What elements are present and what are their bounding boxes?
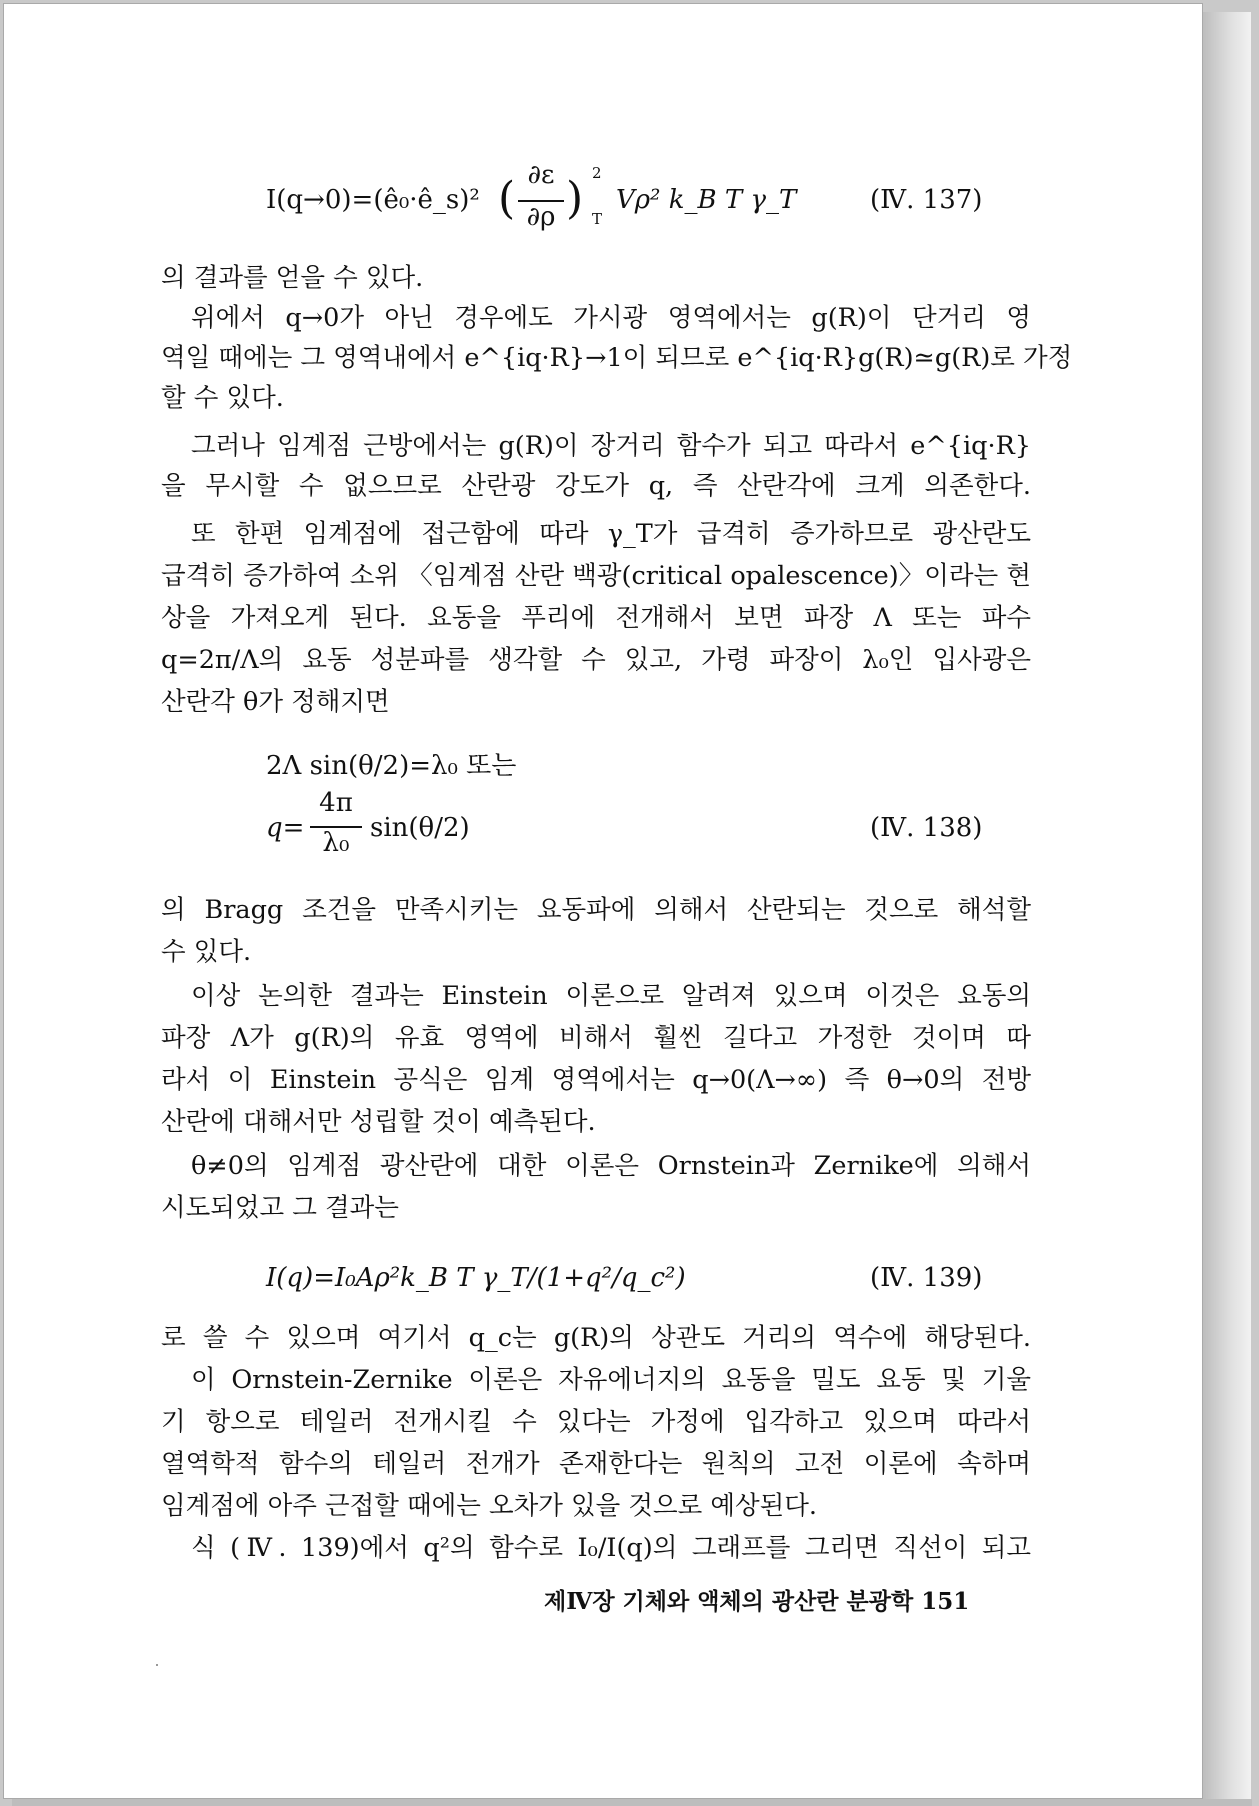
page-shadow-bottom xyxy=(12,1799,1252,1806)
text-line-2: 위에서 q→0가 아닌 경우에도 가시광 영역에서는 g(R)이 단거리 영 xyxy=(191,303,1031,333)
text-line-25: 식 (Ⅳ. 139)에서 q²의 함수로 I₀/I(q)의 그래프를 그리면 직선이 되고 xyxy=(191,1533,1031,1563)
eq138-number: (Ⅳ. 138) xyxy=(870,813,983,843)
text-line-7: 또 한편 임계점에 접근함에 따라 γ_T가 급격히 증가하므로 광산란도 xyxy=(191,519,1031,549)
text-line-10: q=2π/Λ의 요동 성분파를 생각할 수 있고, 가령 파장이 λ₀인 입사광은 xyxy=(161,645,1031,675)
eq138b-frac-num: 4π xyxy=(319,788,353,818)
eq137-frac-den: ∂ρ xyxy=(526,202,556,232)
eq137-paren-left: ( xyxy=(498,173,516,224)
eq137-number: (Ⅳ. 137) xyxy=(870,185,983,215)
text-line-11: 산란각 θ가 정해지면 xyxy=(161,687,390,717)
text-line-5: 그러나 임계점 근방에서는 g(R)이 장거리 함수가 되고 따라서 e^{iq·R} xyxy=(191,431,1031,461)
text-line-4: 할 수 있다. xyxy=(161,383,284,413)
eq139-number: (Ⅳ. 139) xyxy=(870,1263,983,1293)
text-line-3: 역일 때에는 그 영역내에서 e^{iq·R}→1이 되므로 e^{iq·R}g(R)≃g(R)로 가정 xyxy=(161,343,1073,373)
eq137-frac-num: ∂ε xyxy=(527,160,555,190)
eq138a-text: 2Λ sin(θ/2)=λ₀ 또는 xyxy=(266,751,517,781)
text-line-24: 임계점에 아주 근접할 때에는 오차가 있을 것으로 예상된다. xyxy=(161,1491,818,1521)
text-line-1: 의 결과를 얻을 수 있다. xyxy=(161,263,424,293)
eq138b-rhs: sin(θ/2) xyxy=(370,813,470,843)
text-line-17: 산란에 대해서만 성립할 것이 예측된다. xyxy=(161,1107,596,1137)
eq137-power: 2 xyxy=(592,164,602,182)
eq137-rhs: Vρ² k_B T γ_T xyxy=(616,185,797,215)
text-line-23: 열역학적 함수의 테일러 전개가 존재한다는 원칙의 고전 이론에 속하며 xyxy=(161,1449,1031,1479)
text-line-12: 의 Bragg 조건을 만족시키는 요동파에 의해서 산란되는 것으로 해석할 xyxy=(161,895,1031,925)
text-line-6: 을 무시할 수 없으므로 산란광 강도가 q, 즉 산란각에 크게 의존한다. xyxy=(161,471,1031,501)
text-line-22: 기 항으로 테일러 전개시킬 수 있다는 가정에 입각하고 있으며 따라서 xyxy=(161,1407,1031,1437)
text-line-18: θ≠0의 임계점 광산란에 대한 이론은 Ornstein과 Zernike에 의해서 xyxy=(191,1151,1031,1181)
text-line-14: 이상 논의한 결과는 Einstein 이론으로 알려져 있으며 이것은 요동의 xyxy=(191,981,1031,1011)
eq138b-lhs: q= xyxy=(266,813,305,843)
running-footer: 제Ⅳ장 기체와 액체의 광산란 분광학 151 xyxy=(544,1588,970,1615)
page-shadow-right xyxy=(1203,12,1251,1802)
text-line-9: 상을 가져오게 된다. 요동을 푸리에 전개해서 보면 파장 Λ 또는 파수 xyxy=(161,603,1031,633)
eq138b-frac-den: λ₀ xyxy=(322,828,350,858)
text-line-8: 급격히 증가하여 소위 〈임계점 산란 백광(critical opalescence)〉이라는 현 xyxy=(161,561,1031,591)
text-line-16: 라서 이 Einstein 공식은 임계 영역에서는 q→0(Λ→∞) 즉 θ→0의 전방 xyxy=(161,1065,1031,1095)
text-line-19: 시도되었고 그 결과는 xyxy=(161,1193,399,1223)
eq137-lhs: I(q→0)=(ê₀·ê_s)² xyxy=(266,185,480,215)
text-line-20: 로 쓸 수 있으며 여기서 q_c는 g(R)의 상관도 거리의 역수에 해당된다. xyxy=(161,1323,1031,1353)
eq137-sub: T xyxy=(592,210,603,228)
book-page xyxy=(3,3,1203,1799)
text-line-15: 파장 Λ가 g(R)의 유효 영역에 비해서 훨씬 길다고 가정한 것이며 따 xyxy=(161,1023,1031,1053)
text-line-21: 이 Ornstein-Zernike 이론은 자유에너지의 요동을 밀도 요동 및 기울 xyxy=(191,1365,1031,1395)
eq137-paren-right: ) xyxy=(566,173,584,224)
eq139-text: I(q)=I₀Aρ²k_B T γ_T/(1+q²/q_c²) xyxy=(266,1263,686,1293)
scan-speck xyxy=(156,1664,158,1666)
text-line-13: 수 있다. xyxy=(161,937,252,967)
